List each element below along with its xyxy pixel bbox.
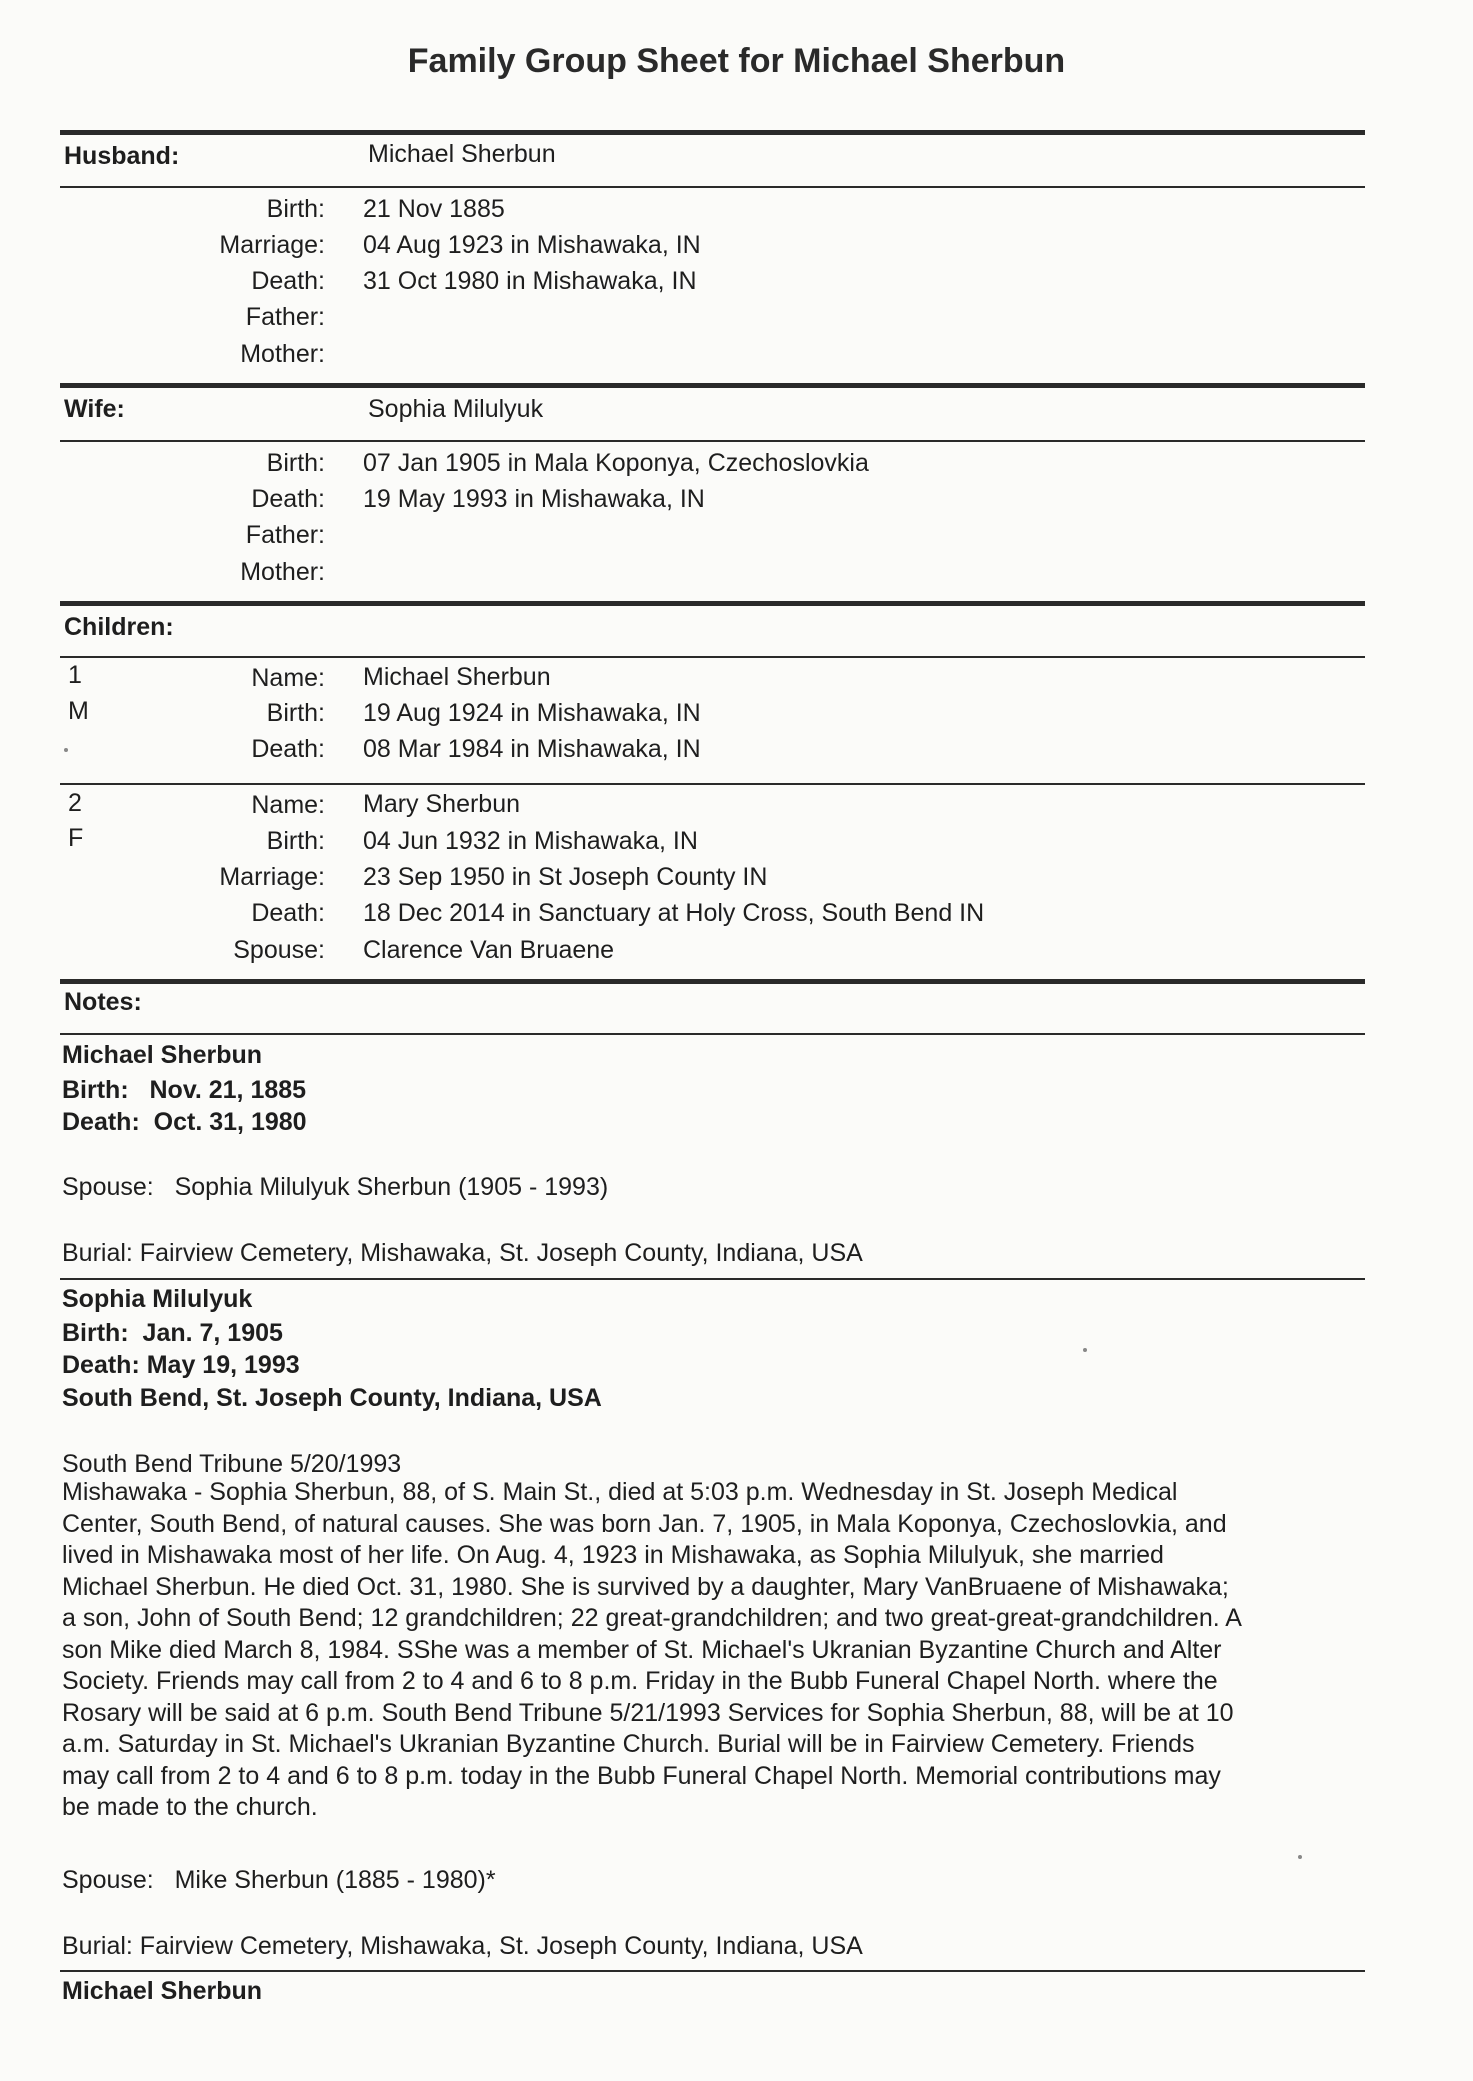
divider: [60, 1970, 1365, 1972]
obituary-line: be made to the church.: [62, 1793, 318, 1821]
note-trailing-name: Michael Sherbun: [62, 1977, 263, 2005]
note-sophia-birth: Birth: Jan. 7, 1905: [62, 1319, 283, 1347]
husband-marriage-label: Marriage:: [219, 231, 325, 259]
obituary-line: Society. Friends may call from 2 to 4 and 6 to 8 p.m. Friday in the Bubb Funeral Chapel North. where the: [62, 1667, 1218, 1695]
husband-death-label: Death:: [251, 267, 325, 295]
note-sophia-source: South Bend Tribune 5/20/1993: [62, 1450, 402, 1478]
obituary-line: son Mike died March 8, 1984. SShe was a member of St. Michael's Ukranian Byzantine Church and Alter: [62, 1635, 1222, 1664]
obituary-line: a.m. Saturday in St. Michael's Ukranian Byzantine Church. Burial will be in Fairview Cemetery. Friends: [62, 1730, 1195, 1758]
child1-death-value: 08 Mar 1984 in Mishawaka, IN: [363, 735, 701, 763]
note-sophia-spouse: Spouse: Mike Sherbun (1885 - 1980)*: [62, 1866, 496, 1894]
child2-spouse-label: Spouse:: [233, 936, 325, 964]
divider: [60, 186, 1365, 188]
divider: [60, 1033, 1365, 1035]
husband-name: Michael Sherbun: [368, 140, 556, 168]
child-number: 1: [68, 661, 82, 689]
note-michael-burial: Burial: Fairview Cemetery, Mishawaka, St. Joseph County, Indiana, USA: [62, 1239, 863, 1267]
note-michael-spouse: Spouse: Sophia Milulyuk Sherbun (1905 - 1993): [62, 1173, 609, 1201]
wife-death-value: 19 May 1993 in Mishawaka, IN: [363, 485, 705, 513]
divider: [60, 979, 1365, 984]
divider: [60, 383, 1365, 388]
note-sophia-death: Death: May 19, 1993: [62, 1351, 300, 1379]
child1-name-label: Name:: [251, 664, 325, 692]
husband-birth-label: Birth:: [266, 195, 325, 223]
husband-birth-value: 21 Nov 1885: [363, 195, 505, 223]
husband-marriage-value: 04 Aug 1923 in Mishawaka, IN: [363, 231, 701, 259]
obituary-line: may call from 2 to 4 and 6 to 8 p.m. today in the Bubb Funeral Chapel North. Memorial contributions may: [62, 1761, 1221, 1790]
child2-death-value: 18 Dec 2014 in Sanctuary at Holy Cross, South Bend IN: [363, 899, 985, 927]
divider: [60, 1278, 1365, 1280]
wife-death-label: Death:: [251, 485, 325, 513]
divider: [60, 783, 1365, 785]
child-sex: M: [68, 697, 89, 725]
child2-name-label: Name:: [251, 791, 325, 819]
note-sophia-place: South Bend, St. Joseph County, Indiana, USA: [62, 1384, 602, 1412]
child1-name-value: Michael Sherbun: [363, 663, 551, 691]
wife-mother-label: Mother:: [240, 558, 325, 586]
wife-heading: Wife:: [64, 395, 125, 423]
obituary-line: lived in Mishawaka most of her life. On Aug. 4, 1923 in Mishawaka, as Sophia Milulyuk, she married: [62, 1541, 1164, 1569]
divider: [60, 440, 1365, 442]
obituary-line: a son, John of South Bend; 12 grandchildren; 22 great-grandchildren; and two great-great-grandchildren. A: [62, 1604, 1242, 1632]
divider: [60, 601, 1365, 606]
husband-mother-label: Mother:: [240, 340, 325, 368]
notes-heading: Notes:: [64, 988, 142, 1016]
scan-speck: [1083, 1348, 1087, 1352]
children-heading: Children:: [64, 613, 174, 641]
obituary-line: Michael Sherbun. He died Oct. 31, 1980. She is survived by a daughter, Mary VanBruaene of Mishawaka;: [62, 1572, 1229, 1601]
child2-marriage-value: 23 Sep 1950 in St Joseph County IN: [363, 863, 768, 891]
child-sex: F: [68, 824, 84, 852]
child2-death-label: Death:: [251, 899, 325, 927]
page-title: Family Group Sheet for Michael Sherbun: [407, 42, 1066, 80]
child2-name-value: Mary Sherbun: [363, 790, 521, 818]
note-michael-name: Michael Sherbun: [62, 1041, 263, 1069]
obituary-line: Rosary will be said at 6 p.m. South Bend Tribune 5/21/1993 Services for Sophia Sherbun, 88, will be at 10: [62, 1698, 1234, 1727]
husband-heading: Husband:: [64, 142, 180, 170]
husband-death-value: 31 Oct 1980 in Mishawaka, IN: [363, 267, 697, 295]
child2-spouse-value: Clarence Van Bruaene: [363, 936, 615, 964]
child1-birth-value: 19 Aug 1924 in Mishawaka, IN: [363, 699, 701, 727]
wife-name: Sophia Milulyuk: [368, 395, 544, 423]
scan-speck: [1298, 1855, 1302, 1859]
divider: [60, 130, 1365, 135]
note-sophia-burial: Burial: Fairview Cemetery, Mishawaka, St. Joseph County, Indiana, USA: [62, 1932, 863, 1960]
note-michael-birth: Birth: Nov. 21, 1885: [62, 1076, 307, 1104]
wife-birth-label: Birth:: [266, 449, 325, 477]
obituary-line: Mishawaka - Sophia Sherbun, 88, of S. Main St., died at 5:03 p.m. Wednesday in St. Joseph Medical: [62, 1478, 1178, 1506]
obituary-line: Center, South Bend, of natural causes. She was born Jan. 7, 1905, in Mala Koponya, Czechoslovkia, and: [62, 1509, 1227, 1538]
divider: [60, 656, 1365, 658]
child1-death-label: Death:: [251, 735, 325, 763]
child2-marriage-label: Marriage:: [219, 863, 325, 891]
scan-speck: [64, 748, 68, 752]
child1-birth-label: Birth:: [266, 699, 325, 727]
wife-father-label: Father:: [245, 521, 325, 549]
note-michael-death: Death: Oct. 31, 1980: [62, 1108, 307, 1136]
obituary-text: [62, 1477, 1372, 1824]
child2-birth-value: 04 Jun 1932 in Mishawaka, IN: [363, 827, 698, 855]
note-sophia-name: Sophia Milulyuk: [62, 1285, 253, 1313]
child2-birth-label: Birth:: [266, 827, 325, 855]
husband-father-label: Father:: [245, 303, 325, 331]
child-number: 2: [68, 789, 82, 817]
wife-birth-value: 07 Jan 1905 in Mala Koponya, Czechoslovkia: [363, 449, 869, 477]
